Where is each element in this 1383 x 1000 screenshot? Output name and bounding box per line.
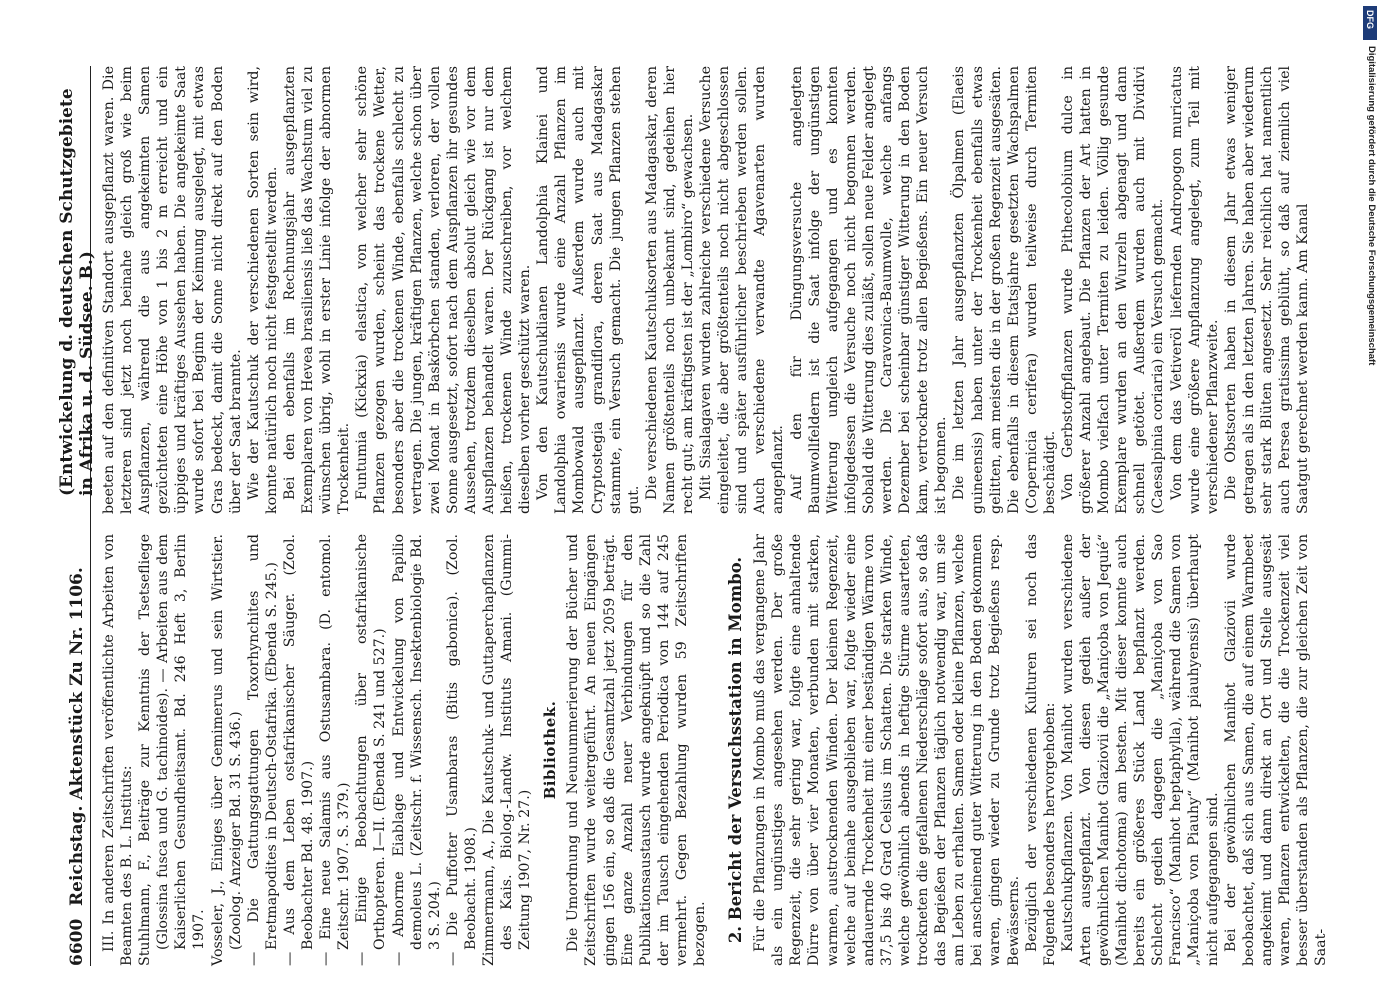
bibliography-entry: Stuhlmann, F., Beiträge zur Kenntnis der Tsetsefliege (Glossina fusca und G. tachinoides). — Arbeiten aus dem Kaiserlichen Gesundheitsamt. Bd. 246 Heft 3, Berlin 1907.	[137, 534, 208, 966]
report-paragraph: Für die Pflanzungen in Mombo muß das vergangene Jahr als ein ungünstiges angesehen werden. Der große Regenzeit, die sehr gering war, folgte eine anhaltende Dürre von über vier Monaten, verbunden mit starken, warmen, austrocknenden Winden. Der kleinen Regenzeit, welche auf beinahe ausgeblieben war, folgte wieder eine andauernde Trockenheit mit einer beständigen Wärme von 37,5 bis 40 Grad Celsius im Schatten. Die starken Winde, welche gewöhnlich abends in heftige Stürme ausarteten, trockneten die gefallenen Niederschläge sofort aus, so daß das Begießen der Pflanzen täglich notwendig war, um sie am Leben zu erhalten. Samen oder kleine Pflanzen, welche bei anscheinend guter Witterung in den Boden gekommen waren, gingen wieder zu Grunde trotz Begießens resp. Bewässerns.	[752, 534, 1022, 966]
body-paragraph: Die im letzten Jahr ausgepflanzten Ölpalmen (Elaeis guineensis) haben unter der Trockenheit ebenfalls etwas gelitten, am meisten die in der großen Regenzeit ausgesäten. Die ebenfalls in diesem Etatsjahre gesetzten Wachspalmen (Copernicia cerifera) wurden teilweise durch Termiten beschädigt.	[951, 66, 1058, 514]
bibliography-entry: Zimmermann, A., Die Kautschuk- und Guttaperchapflanzen des Kais. Biolog.-Landw. Instituts Amani. (Gummi-Zeitung 1907, Nr. 27.)	[480, 534, 534, 966]
bibliography-entry: — Abnorme Eiablage und Entwickelung von Papilio demoleus L. (Zeitschr. f. Wissensch. Insektenbiologie Bd. 3 S. 204.)	[390, 534, 443, 966]
library-paragraph: Die Umordnung und Neunummerierung der Bücher und Zeitschriften wurde weitergeführt. An neuen Eingängen gingen 156 ein, so daß die Gesamtzahl jetzt 2059 beträgt. Eine ganze Anzahl neuer Verbindungen für den Publikationsaustausch wurde angeknüpft und so die Zahl der im Tausch eingehenden Periodica von 144 auf 245 vermehrt. Gegen Bezahlung wurden 59 Zeitschriften bezogen.	[565, 534, 708, 966]
body-paragraph: Mit Sisalagaven wurden zahlreiche verschiedene Versuche eingeleitet, die aber größtenteils noch nicht abgeschlossen sind und später ausführlicher beschrieben werden sollen. Auch verschiedene verwandte Agavenarten wurden angepflanzt.	[698, 66, 787, 514]
bibliography-entry: Vosseler, J., Einiges über Gemimerus und sein Wirtstier. (Zoolog. Anzeiger Bd. 31 S. 436.)	[209, 534, 244, 966]
page-number: 6600	[67, 918, 87, 966]
dfg-credit-strip	[1363, 6, 1377, 966]
body-paragraph: Die verschiedenen Kautschuksorten aus Madagaskar, deren Namen größtenteils noch unbekannt sind, gedeihen hier recht gut; am kräftigsten ist der „Lombiro“ gewachsen.	[643, 66, 696, 514]
body-paragraph: Von dem das Vetiveröl liefernden Andropogon muricatus wurde eine größere Anpflanzung angelegt, zum Teil mit verschiedener Pflanzweite.	[1168, 66, 1221, 514]
header-left-title: Reichstag. Aktenstück Zu Nr. 1106.	[67, 567, 87, 906]
bibliography-entry: — Die Gattungsgattungen Toxorhynchites und Eretmapodites in Deutsch-Ostafrika. (Ebenda S. 245.)	[245, 534, 280, 966]
bibliography-entry: — Eine neue Salamis aus Ostusambara. (D. entomol. Zeitschr. 1907. S. 379.)	[318, 534, 353, 966]
digitization-credit: Digitalisierung gefördert durch die Deutsche Forschungsgemeinschaft	[1366, 46, 1377, 366]
report-paragraph: Kautschukpflanzen. Von Manihot wurden verschiedene Arten ausgepflanzt. Von diesen gedieh außer der gewöhnlichen Manihot Glaziovii die „Maniçoba von Jequié“ (Manihot dichotoma) am besten. Mit dieser konnte auch bereits ein größeres Stück Land bepflanzt werden. Schlecht gedieh dagegen die „Maniçoba von Sao Francisco“ (Manihot heptaphylla), während die Samen von „Maniçoba von Piauhy“ (Manihot piauhyensis) überhaupt nicht aufgegangen sind.	[1059, 534, 1221, 966]
library-heading: Bibliothek.	[541, 700, 560, 800]
body-paragraph: Von Gerbstoffpflanzen wurde Pithecolobium dulce in größerer Anzahl angebaut. Die Pflanzen der Art hatten in Mombo vielfach unter Termiten zu leiden. Völlig gesunde Exemplare wurden an den Wurzeln abgenagt und dann schnell getötet. Außerdem wurden auch mit Dividivi (Caesalpinia coriaria) ein Versuch gemacht.	[1059, 66, 1167, 514]
dfg-logo: DFG	[1363, 6, 1377, 40]
intro-paragraph: III. In anderen Zeitschriften veröffentlichte Arbeiten von Beamten des B. L. Instituts:	[101, 534, 136, 966]
bibliography-entry: — Die Puffotter Usambaras (Bitis gabonica). (Zool. Beobacht. 1908.)	[444, 534, 479, 966]
body-paragraph: Die Obstsorten haben in diesem Jahr etwas weniger getragen als in den letzten Jahren. Sie haben aber wiederum sehr stark Blüten angesetzt. Sehr reichlich hat namentlich auch Persea gratissima geblüht, so daß auf ziemlich viel Saatgut gerechnet werden kann. Am Kanal	[1222, 66, 1312, 514]
body-paragraph: Wie der Kautschuk der verschiedenen Sorten sein wird, konnte natürlich noch nicht festgestellt werden.	[245, 66, 280, 514]
page-header	[57, 66, 97, 966]
body-paragraph: Von den Kautschuklianen Landolphia Klainei und Landolphia owariensis wurde eine Anzahl Pflanzen im Mombowald ausgepflanzt. Außerdem wurde auch mit Cryptostegia grandiflora, deren Saat aus Madagaskar stammte, ein Versuch gemacht. Die jungen Pflanzen stehen gut.	[535, 66, 642, 514]
report-paragraph: Bezüglich der verschiedenen Kulturen sei noch das Folgende besonders hervorgehoben:	[1023, 534, 1058, 966]
bibliography-entry: — Einige Beobachtungen über ostafrikanische Orthopteren. I—II. (Ebenda S. 241 und 527.)	[354, 534, 389, 966]
header-right-title: (Entwickelung d. deutschen Schutzgebiete in Afrika u. d. Südsee. B.)	[57, 88, 97, 496]
report-paragraph: Bei der gewöhnlichen Manihot Glaziovii wurde beobachtet, daß sich aus Samen, die auf einem Warmbeet angekeimt und dann direkt an Ort und Stelle ausgesät waren, Pflanzen entwickelten, die die Trockenzeit viel besser überstanden als Pflanzen, die zur gleichen Zeit von Saat-	[1222, 534, 1330, 966]
bibliography-entry: — Aus dem Leben ostafrikanischer Säuger. (Zool. Beobachter Bd. 48. 1907.)	[281, 534, 317, 966]
report-heading: 2. Bericht der Versuchsstation in Mombo.	[726, 556, 746, 944]
body-paragraph: Funtumia (Kickxia) elastica, von welcher sehr schöne Pflanzen gezogen wurden, scheint das trockene Wetter, besonders aber die trockenen Winde, ebenfalls schlecht zu vertragen. Die jungen, kräftigen Pflanzen, welche schon über zwei Monat in Baskörbchen standen, verloren, der vollen Sonne ausgesetzt, sofort nach dem Auspflanzen ihr gesundes Aussehen, trotzdem dieselben absolut gleich wie vor dem Auspflanzen behandelt waren. Der Rückgang ist nur dem heißen, trockenen Winde zuzuschreiben, vor welchem dieselben vorher geschützt waren.	[354, 66, 534, 514]
left-column	[100, 534, 1330, 966]
right-column	[100, 66, 1312, 514]
body-paragraph: Auf den für Düngungsversuche angelegten Baumwollfeldern ist die Saat infolge der ungünstigen Witterung ungleich aufgegangen und es konnten infolgedessen die Versuche noch nicht begonnen werden. Sobald die Witterung dies zuläßt, sollen neue Felder angelegt werden. Die Caravonica-Baumwolle, welche anfangs Dezember bei scheinbar günstiger Witterung in den Boden kam, vertrocknete trotz allen Begießens. Ein neuer Versuch ist begonnen.	[788, 66, 950, 514]
body-paragraph: beeten auf den definitiven Standort ausgepflanzt waren. Die letzteren sind jetzt noch beinahe gleich groß wie beim Auspflanzen, während die aus angekeimten Samen gezüchteten eine Höhe von 1 bis 2 m erreicht und ein üppiges und kräftiges Aussehen haben. Die angekeimte Saat wurde sofort bei Beginn der Keimung ausgelegt, mit etwas Gras bedeckt, damit die Sonne nicht direkt auf den Boden über der Saat brannte.	[101, 66, 244, 514]
body-paragraph: Bei den ebenfalls im Rechnungsjahr ausgepflanzten Exemplaren von Hevea brasiliensis ließ das Wachstum viel zu wünschen übrig, wohl in erster Linie infolge der abnormen Trockenheit.	[281, 66, 353, 514]
rotated-page	[57, 66, 1330, 966]
